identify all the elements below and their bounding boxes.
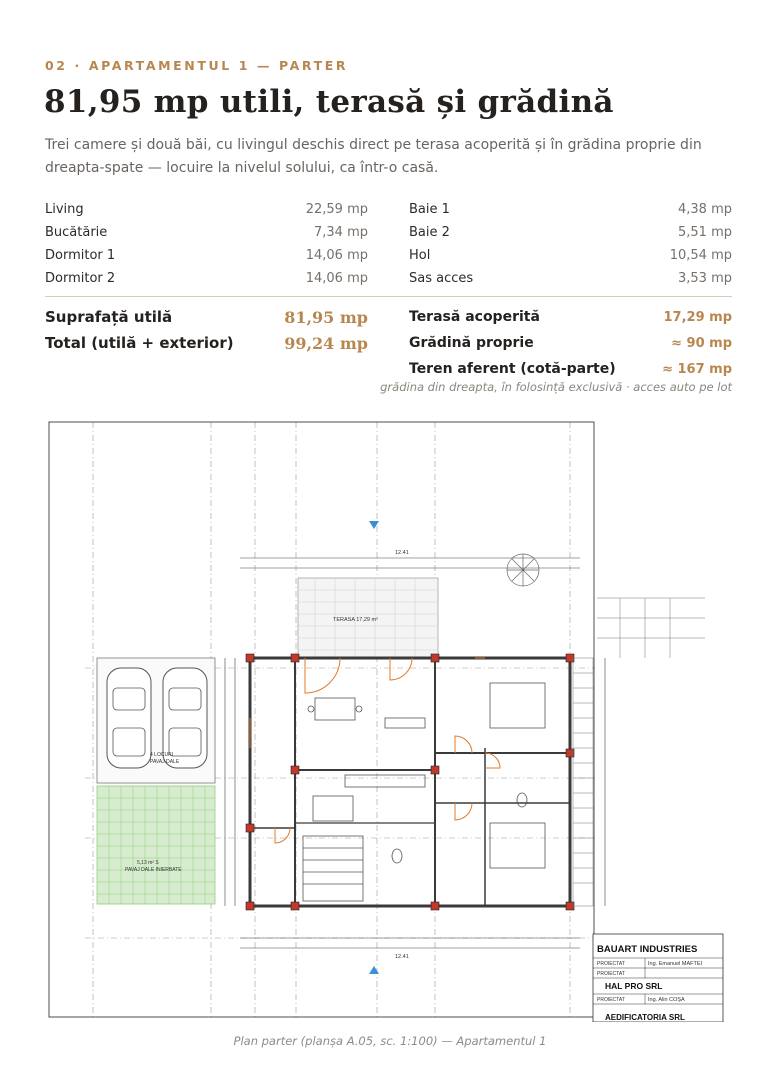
lead-paragraph: Trei camere și două băi, cu livingul deschis direct pe terasa acoperită și în grădina proprie din dreapta-spate — locuire la nivelul solului, ca într-o casă. xyxy=(45,137,702,176)
room-row xyxy=(45,267,368,290)
total-row xyxy=(45,304,368,330)
section-divider xyxy=(45,296,732,297)
room-name: Living xyxy=(45,202,84,217)
tb-checked-label: PROIECTAT xyxy=(597,997,625,1003)
room-list-left xyxy=(45,198,368,290)
room-area: 3,53 mp xyxy=(678,271,732,286)
room-name: Baie 1 xyxy=(409,202,450,217)
room-row xyxy=(409,244,732,267)
room-area: 22,59 mp xyxy=(305,202,368,217)
parking-label-2: PAVAJ DALE xyxy=(150,759,180,765)
tb-company: BAUART INDUSTRIES xyxy=(597,944,698,955)
total-name: Grădină proprie xyxy=(409,335,534,351)
room-area: 7,34 mp xyxy=(314,225,368,240)
total-row xyxy=(45,330,368,356)
garden-grass xyxy=(97,786,215,904)
right-neighbor-strip xyxy=(573,598,705,906)
room-area: 14,06 mp xyxy=(305,271,368,286)
room-area: 14,06 mp xyxy=(305,248,368,263)
room-row xyxy=(409,198,732,221)
total-name: Terasă acoperită xyxy=(409,309,540,325)
title-block xyxy=(593,934,723,1022)
page-title: 81,95 mp utili, terasă și grădină xyxy=(44,84,614,120)
room-name: Sas acces xyxy=(409,271,474,286)
total-value: 17,29 mp xyxy=(663,309,732,325)
tb-company2: HAL PRO SRL xyxy=(605,981,663,991)
tb-checked: Ing. Alin COȘA xyxy=(648,997,685,1003)
total-name: Teren aferent (cotă-parte) xyxy=(409,361,616,377)
room-list-right xyxy=(409,198,732,290)
room-name: Dormitor 2 xyxy=(45,271,116,286)
total-row xyxy=(409,330,732,356)
room-row xyxy=(409,221,732,244)
room-name: Dormitor 1 xyxy=(45,248,116,263)
total-name: Suprafață utilă xyxy=(45,308,173,326)
tree-symbol xyxy=(507,554,539,586)
terrace-label: TERASA 17,29 m² xyxy=(333,617,378,623)
room-row xyxy=(45,221,368,244)
tb-owner: AEDIFICATORIA SRL xyxy=(605,1013,685,1022)
section-eyebrow: 02 · APARTAMENTUL 1 — PARTER xyxy=(45,58,349,73)
tb-engineer: Ing. Emanuel MAFTEI xyxy=(648,961,703,967)
room-name: Bucătărie xyxy=(45,225,108,240)
total-value: ≈ 167 mp xyxy=(662,361,732,377)
plan-caption: Plan parter (planșa A.05, sc. 1:100) — Apartamentul 1 xyxy=(233,1034,547,1048)
room-row xyxy=(45,244,368,267)
dimension-bottom: 12.41 xyxy=(395,954,409,960)
total-value: 99,24 mp xyxy=(284,333,368,353)
parking-area xyxy=(97,658,215,783)
total-value: ≈ 90 mp xyxy=(671,335,732,351)
parking-label: 4 LOCURI xyxy=(150,752,174,758)
total-name: Total (utilă + exterior) xyxy=(45,334,234,352)
room-area: 5,51 mp xyxy=(678,225,732,240)
garden-label: 5,13 m² S xyxy=(137,860,159,866)
tb-engineer-label: PROIECTAT xyxy=(597,961,625,967)
totals-right xyxy=(409,304,732,382)
room-area: 4,38 mp xyxy=(678,202,732,217)
total-row xyxy=(409,304,732,330)
room-name: Hol xyxy=(409,248,431,263)
room-name: Baie 2 xyxy=(409,225,450,240)
total-row xyxy=(409,356,732,382)
tb-drawn-label: PROIECTAT xyxy=(597,971,625,977)
floor-plan xyxy=(45,418,735,1022)
dimension-top: 12.41 xyxy=(395,550,409,556)
garden-label-2: PAVAJ DALE INIERBATE xyxy=(125,867,182,873)
terrace xyxy=(298,578,438,658)
room-row xyxy=(45,198,368,221)
garden-note: grădina din dreapta, în folosință exclusivă · acces auto pe lot xyxy=(380,380,732,394)
room-area: 10,54 mp xyxy=(669,248,732,263)
room-row xyxy=(409,267,732,290)
total-value: 81,95 mp xyxy=(284,307,368,327)
totals-left xyxy=(45,304,368,356)
